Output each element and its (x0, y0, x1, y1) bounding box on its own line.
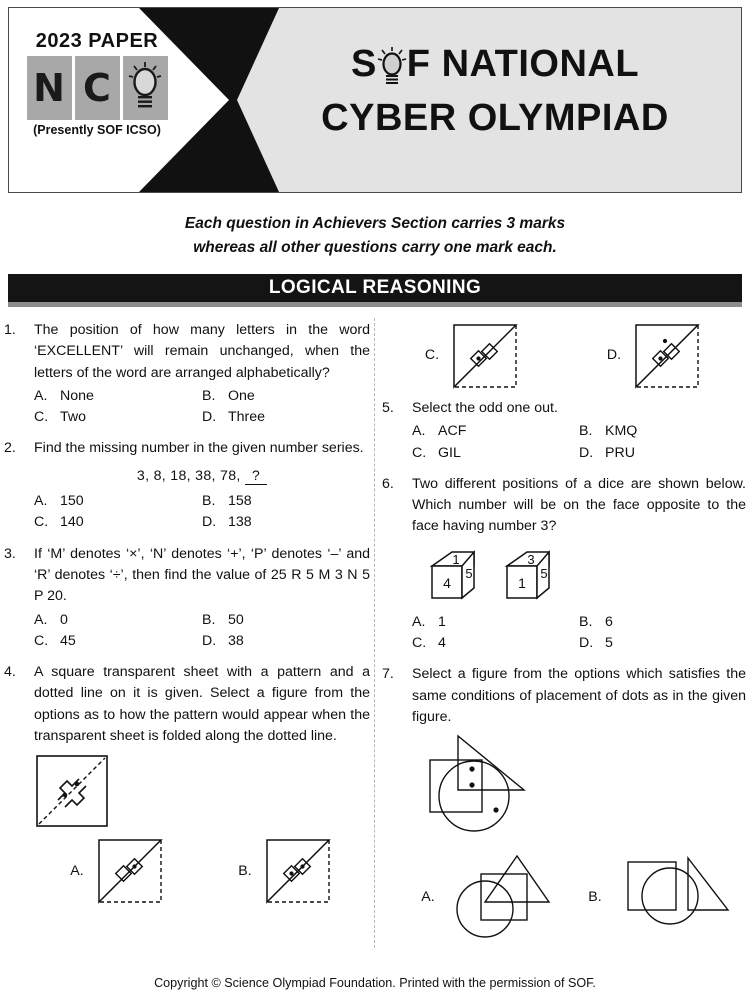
option-value: 0 (60, 611, 68, 628)
logo-subtitle: (Presently SOF ICSO) (33, 123, 161, 137)
option-key: A. (34, 387, 48, 404)
question-4-options-ab (34, 835, 370, 907)
option-key: B. (202, 611, 216, 628)
shapes-option-b-icon (612, 852, 737, 942)
section-title-banner: LOGICAL REASONING (8, 274, 742, 302)
question-5 (382, 398, 746, 464)
question-4-options-cd (382, 320, 746, 392)
option-value: 5 (605, 635, 613, 652)
question-5-option-b[interactable] (579, 421, 746, 442)
question-4-number: 4. (4, 664, 16, 681)
exam-title-line-2: CYBER OLYMPIAD (321, 96, 669, 139)
lightbulb-icon (377, 47, 407, 87)
transparent-sheet-pattern-icon (34, 753, 110, 829)
option-value: 1 (438, 613, 446, 630)
logo-tile-n: N (27, 56, 72, 120)
exam-title-line-1 (259, 38, 731, 92)
question-4-option-b[interactable] (238, 835, 333, 907)
dice-1-front-value: 4 (443, 574, 451, 591)
question-5-option-c[interactable] (412, 443, 579, 464)
option-value: Two (60, 409, 87, 426)
dice-1-top-value: 1 (452, 551, 460, 567)
question-6-dice-figure (412, 544, 746, 610)
option-value: 45 (60, 632, 76, 649)
option-key: A. (34, 611, 48, 628)
question-3 (4, 544, 370, 652)
question-3-text: If ‘M’ denotes ‘×’, ‘N’ denotes ‘+’, ‘P’ denotes ‘–’ and ‘R’ denotes ‘÷’, then find the value of 25 R 5 M 3 N 5 P 20. (34, 545, 370, 605)
left-column (4, 320, 370, 917)
option-value: One (228, 387, 255, 404)
question-1-number: 1. (4, 322, 16, 338)
option-value: ACF (438, 423, 467, 440)
question-1 (4, 320, 370, 428)
option-key: D. (606, 347, 622, 364)
shapes-option-a-icon (445, 852, 570, 942)
question-4-given-figure (34, 753, 370, 829)
question-1-option-b[interactable] (202, 386, 370, 407)
series-blank: ? (245, 468, 267, 485)
question-5-option-d[interactable] (579, 443, 746, 464)
question-5-options (412, 421, 746, 464)
option-key: C. (34, 409, 49, 426)
option-key: D. (579, 444, 594, 461)
question-2-options (34, 491, 370, 534)
folded-triangle-option-a-icon (94, 835, 166, 907)
option-key: A. (412, 423, 426, 440)
logo-tile-group (21, 56, 173, 120)
lightbulb-icon (127, 60, 163, 116)
option-value: 6 (605, 613, 613, 630)
section-banner-shadow (8, 302, 742, 307)
option-key: C. (34, 632, 49, 649)
exam-header-banner (8, 7, 742, 193)
question-6-option-d[interactable] (579, 633, 746, 654)
option-value: 138 (228, 514, 252, 531)
dice-pair-icon (412, 544, 582, 610)
option-key: D. (579, 635, 594, 652)
dice-2-front-value: 1 (518, 574, 526, 591)
dice-2-top-value: 3 (527, 551, 535, 567)
question-6-option-c[interactable] (412, 633, 579, 654)
question-2-option-c[interactable] (34, 512, 202, 533)
option-value: 50 (228, 611, 244, 628)
option-value: None (60, 387, 94, 404)
logo-tile-c: C (75, 56, 120, 120)
dice-1-right-value: 5 (465, 565, 473, 581)
question-4-text: A square transparent sheet with a pattern and a dotted line on it is given. Select a figure from the options as to how the pattern would appear when the transparent sheet is folded along the dotted line. (34, 664, 370, 745)
question-3-options (34, 610, 370, 653)
option-value: PRU (605, 444, 635, 461)
question-4 (4, 662, 370, 907)
question-7-number: 7. (382, 666, 394, 683)
question-2-option-d[interactable] (202, 512, 370, 533)
shapes-with-dots-icon (412, 734, 542, 846)
question-4-option-a[interactable] (70, 835, 165, 907)
option-key: B. (588, 888, 602, 905)
option-key: C. (424, 347, 440, 364)
title-text-post: F NATIONAL (406, 43, 640, 85)
question-1-option-a[interactable] (34, 386, 202, 407)
question-7 (382, 664, 746, 942)
question-3-option-b[interactable] (202, 610, 370, 631)
option-value: 158 (228, 493, 252, 510)
column-divider (374, 318, 375, 948)
option-key: D. (202, 632, 217, 649)
question-6-option-a[interactable] (412, 612, 579, 633)
right-column (382, 320, 746, 952)
option-key: B. (202, 493, 216, 510)
option-key: B. (238, 862, 252, 879)
question-3-option-d[interactable] (202, 631, 370, 652)
option-value: 4 (438, 635, 446, 652)
series-values: 3, 8, 18, 38, 78, (136, 467, 241, 484)
folded-triangle-option-c-icon (449, 320, 521, 392)
question-7-option-a[interactable] (421, 852, 569, 942)
question-1-options (34, 386, 370, 429)
question-3-option-c[interactable] (34, 631, 202, 652)
question-7-options (412, 852, 746, 942)
option-value: 150 (60, 493, 84, 510)
question-2-option-b[interactable] (202, 491, 370, 512)
option-value: Three (228, 409, 266, 426)
question-2-option-a[interactable] (34, 491, 202, 512)
dice-2-right-value: 5 (540, 565, 548, 581)
option-value: 38 (228, 632, 244, 649)
question-2-number: 2. (4, 440, 16, 457)
option-key: D. (202, 409, 217, 426)
logo-year-label: 2023 PAPER (35, 30, 159, 52)
title-bulb-o (377, 47, 407, 83)
question-5-text: Select the odd one out. (412, 400, 558, 416)
question-6-text: Two different positions of a dice are shown below. Which number will be on the face opposite to the face having number 3? (412, 475, 746, 535)
logo-tile-bulb (123, 56, 168, 120)
question-3-number: 3. (4, 545, 16, 562)
question-7-option-b[interactable] (588, 852, 736, 942)
title-text-pre: S (350, 43, 377, 85)
question-2-series (34, 466, 370, 487)
question-2 (4, 438, 370, 533)
question-1-text: The position of how many letters in the word ‘EXCELLENT’ will remain unchanged, when the letters of the word are arranged alphabetically? (34, 322, 370, 381)
question-6-options (412, 612, 746, 655)
option-key: A. (412, 613, 426, 630)
question-2-text: Find the missing number in the given number series. (34, 440, 364, 457)
option-key: D. (202, 514, 217, 531)
option-value: KMQ (605, 423, 638, 440)
option-key: C. (34, 514, 49, 531)
option-key: A. (70, 862, 84, 879)
option-key: C. (412, 444, 427, 461)
option-key: B. (579, 423, 593, 440)
question-7-given-figure (412, 734, 746, 846)
option-key: C. (412, 635, 427, 652)
question-5-option-a[interactable] (412, 421, 579, 442)
question-6 (382, 474, 746, 654)
folded-triangle-option-b-icon (262, 835, 334, 907)
question-4-option-d[interactable] (607, 320, 703, 392)
question-6-option-b[interactable] (579, 612, 746, 633)
question-3-option-a[interactable] (34, 610, 202, 631)
option-key: B. (202, 387, 216, 404)
option-key: B. (579, 613, 593, 630)
question-7-text: Select a figure from the options which satisfies the same conditions of placement of dots as in the given figure. (412, 666, 746, 725)
folded-triangle-option-d-icon (631, 320, 703, 392)
question-1-option-c[interactable] (34, 407, 202, 428)
nco-logo (21, 30, 173, 137)
question-6-number: 6. (382, 475, 394, 492)
option-value: 140 (60, 514, 84, 531)
option-key: A. (34, 493, 48, 510)
page-footer: Copyright © Science Olympiad Foundation. Printed with the permission of SOF. (154, 976, 596, 990)
question-5-number: 5. (382, 400, 394, 416)
option-key: A. (421, 888, 435, 905)
marks-instruction (0, 212, 750, 260)
option-value: GIL (438, 444, 461, 461)
question-4-option-c[interactable] (425, 320, 521, 392)
question-1-option-d[interactable] (202, 407, 370, 428)
exam-title (259, 38, 731, 146)
marks-instruction-line-1: Each question in Achievers Section carries 3 marks (184, 215, 566, 232)
marks-instruction-line-2: whereas all other questions carry one mark each. (193, 239, 557, 257)
